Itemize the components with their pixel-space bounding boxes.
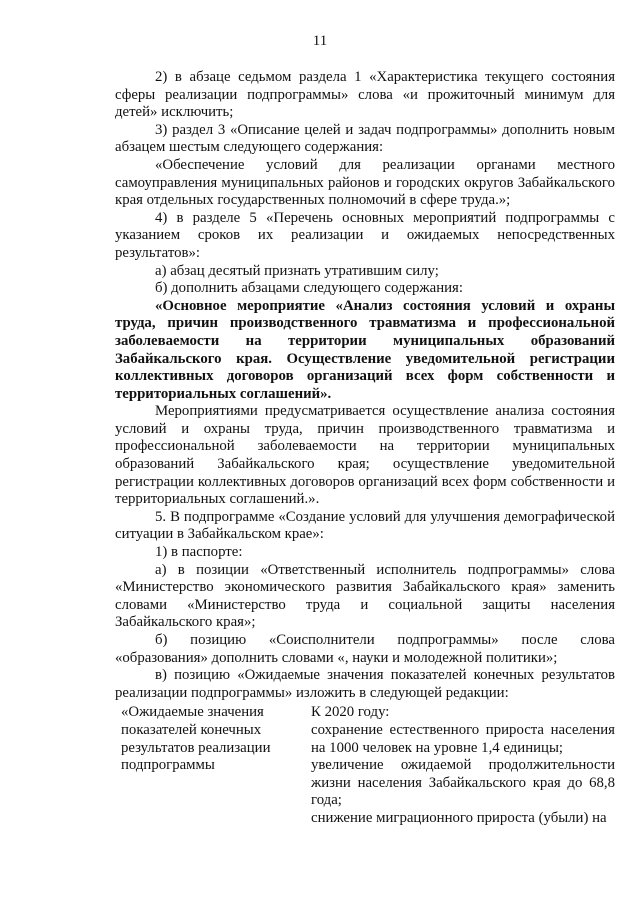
paragraph: 1) в паспорте: [155, 544, 243, 561]
paragraph: б) дополнить абзацами следующего содержания: [155, 280, 463, 297]
table-left-cell: «Ожидаемые значения показателей конечных результатов реализации подпрограммы [121, 704, 271, 774]
passport-table [115, 704, 615, 827]
paragraph: б) позицию «Соисполнители подпрограммы» после слова «образования» дополнить словами «, науки и молодежной политики»; [115, 632, 615, 666]
page-number: 11 [312, 33, 328, 49]
bold-paragraph: «Основное мероприятие «Анализ состояния условий и охраны труда, причин производственного травматизма и профессиональной заболеваемости на территории муниципальных образований Забайкальского края. Осуществление уведомительной регистрации коллективных договоров организаций всех форм собственности и территориальных соглашений». [115, 297, 615, 402]
table-line: увеличение ожидаемой продолжительности жизни населения Забайкальского края до 68,8 года; [311, 757, 615, 809]
paragraph: 4) в разделе 5 «Перечень основных мероприятий подпрограммы с указанием сроков их реализации и ожидаемых непосредственных результатов»: [115, 209, 615, 261]
paragraph: а) в позиции «Ответственный исполнитель подпрограммы» слова «Министерство экономического развития Забайкальского края» заменить словами «Министерство труда и социальной защиты населения Забайкальского края»; [115, 561, 615, 631]
paragraph: 5. В подпрограмме «Создание условий для улучшения демографической ситуации в Забайкальском крае»: [115, 508, 615, 543]
paragraph: «Обеспечение условий для реализации органами местного самоуправления муниципальных районов и городских округов Забайкальского края отдельных государственных полномочий в сфере труда.»; [115, 156, 615, 209]
table-line: сохранение естественного прироста населения на 1000 человек на уровне 1,4 единицы; [311, 721, 615, 756]
document-body [115, 69, 615, 828]
paragraph: а) абзац десятый признать утратившим силу; [155, 262, 439, 279]
table-line: К 2020 году: [311, 704, 390, 721]
paragraph: 3) раздел 3 «Описание целей и задач подпрограммы» дополнить новым абзацем шестым следующего содержания: [115, 121, 615, 156]
paragraph: Мероприятиями предусматривается осуществление анализа состояния условий и охраны труда, причин производственного травматизма и профессиональной заболеваемости на территории муниципальных образований Забайкальского края; осуществление уведомительной регистрации коллективных договоров организаций всех форм собственности и территориальных соглашений.». [115, 403, 615, 508]
paragraph: в) позицию «Ожидаемые значения показателей конечных результатов реализации подпрограммы» изложить в следующей редакции: [115, 667, 615, 701]
table-right-cell [311, 704, 615, 827]
paragraph: 2) в абзаце седьмом раздела 1 «Характеристика текущего состояния сферы реализации подпрограммы» слова «и прожиточный минимум для детей» исключить; [115, 69, 615, 121]
table-line: снижение миграционного прироста (убыли) на [311, 809, 607, 826]
